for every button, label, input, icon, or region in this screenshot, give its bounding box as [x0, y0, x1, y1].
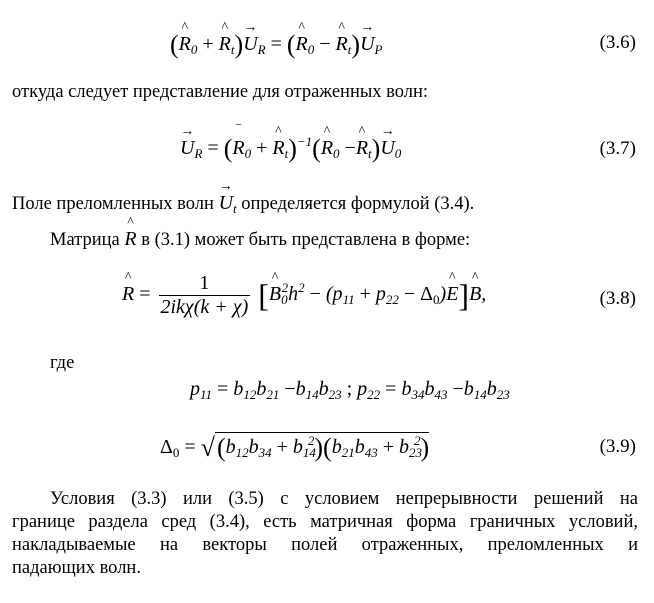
equation-3-8: R ^ = $\frac{1}{\text{2ikχ(k + χ)}}$ [B ^ $_0^2h^2 - (p_{11} + p_{22} - \Delta_0)E$ ^ ]B ^ , (3.8) [122, 270, 636, 318]
equation-3-7: U → $_R$ = (R ‾ $_0$ + R ^ $_t$)$^{-1}$(R ^ $_0$ −R ^ $_t$)U → $_0$ (3.7) [180, 124, 636, 163]
text-line: где [50, 353, 75, 373]
equation-number: (3.6) [599, 32, 636, 53]
text-line: Поле преломленных волн U → $_t$ определяется формулой (3.4). [12, 179, 475, 216]
equation-number: (3.8) [599, 288, 636, 309]
text-line: откуда следует представление для отраженных волн: [12, 82, 429, 102]
paragraph-line: Условия (3.3) или (3.5) с условием непрерывности решений на [50, 489, 638, 509]
equation-p-definitions: $p_{11} = b_{12}b_{21} -b_{14}b_{23}$ ; $p_{22} = b_{34}b_{43} -b_{14}b_{23}$ [190, 378, 510, 402]
text-line: Матрица R ^ в (3.1) может быть представлена в форме: [50, 215, 471, 250]
equation-number: (3.9) [599, 436, 636, 457]
text-segment: Поле преломленных волн [12, 194, 214, 214]
text-segment: Матрица [50, 230, 120, 250]
paragraph-line: падающих волн. [12, 558, 141, 578]
final-paragraph [12, 488, 638, 580]
separator: ; [346, 378, 353, 400]
equation-3-6: (R ^ $_0$ + R ^ $_t$)U → $_R$ = (R ^ $_0$ − R ^ $_t$)U → $_P$ (3.6) [170, 20, 636, 59]
paragraph-line: накладываемые на векторы полей отраженных, преломленных и [12, 535, 638, 555]
text-segment: определяется формулой (3.4). [241, 194, 475, 214]
equation-number: (3.7) [599, 138, 636, 159]
equation-3-9: $\Delta_0 = √(b_{12}b_{34} + b_{14}^2)(b_{21}b_{43} + b_{23}^2)$ (3.9) [160, 433, 636, 462]
paragraph-line: границе раздела сред (3.4), есть матричная форма граничных условий, [12, 512, 638, 532]
text-segment: в (3.1) может быть представлена в форме: [141, 230, 471, 250]
